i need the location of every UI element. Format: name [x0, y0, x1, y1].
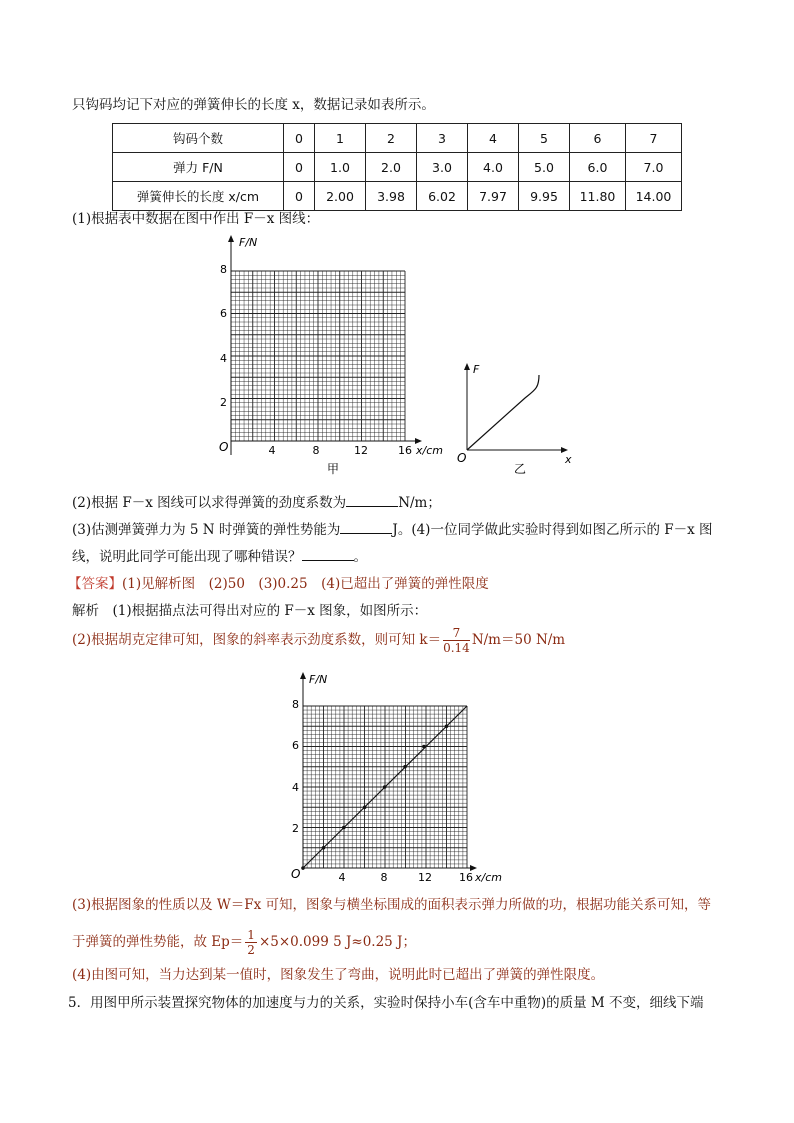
x-tick-label: 8 — [312, 444, 320, 457]
x-tick-label: 12 — [354, 444, 368, 457]
data-point — [363, 805, 367, 809]
y-tick-label: 6 — [292, 739, 299, 752]
answer-blank — [302, 548, 354, 561]
question-1: (1)根据表中数据在图中作出 F－x 图线： — [72, 211, 320, 227]
data-table — [112, 123, 682, 211]
x-tick-label: 4 — [268, 444, 276, 457]
data-point — [301, 866, 305, 870]
answer-blank — [346, 494, 398, 507]
question-3: (3)估测弹簧弹力为 5 N 时弹簧的弹性势能为 J。(4)一位同学做此实验时得到如图乙所示的 F－x 图 — [72, 522, 713, 538]
data-point — [383, 785, 387, 789]
y-axis-arrow-icon — [464, 363, 470, 370]
question-5: 5．用图甲所示装置探究物体的加速度与力的关系，实验时保持小车(含车中重物)的质量 M 不变，细线下端 — [68, 995, 704, 1011]
table-row: 弹簧伸长的长度 x/cm 0 2.00 3.98 6.02 7.97 9.95 11.80 14.00 — [113, 182, 682, 211]
y-tick-label: 2 — [292, 822, 299, 835]
origin-label: O — [219, 440, 229, 454]
graph-caption: 甲 — [326, 462, 340, 476]
question-4: 线，说明此同学可能出现了哪种错误？ 。 — [72, 549, 367, 565]
y-tick-label: 2 — [220, 396, 227, 409]
data-point — [445, 724, 449, 728]
y-tick-label: 6 — [220, 307, 227, 320]
fraction: $\frac{7}{0.14}$ — [443, 626, 470, 655]
analysis-3-line2: 于弹簧的弹性势能，故 Ep＝ $\frac{1}{2}$ ×5×0.099 5 J≈0.25 J； — [72, 928, 416, 957]
intro-text: 只钩码均记下对应的弹簧伸长的长度 x，数据记录如表所示。 — [72, 97, 435, 113]
y-tick-label: 4 — [292, 781, 299, 794]
table-row: 钩码个数 0 1 2 3 4 5 6 7 — [113, 124, 682, 153]
data-point — [422, 745, 426, 749]
x-axis-label: x — [565, 453, 572, 466]
x-tick-label: 12 — [418, 871, 432, 884]
fraction: $\frac{1}{2}$ — [247, 928, 255, 957]
analysis-3-line1: (3)根据图象的性质以及 W＝Fx 可知，图象与横坐标围成的面积表示弹力所做的功，根据功能关系可知，等 — [72, 897, 712, 913]
plot-marks — [301, 706, 467, 870]
x-tick-label: 8 — [380, 871, 388, 884]
y-tick-label: 4 — [220, 352, 227, 365]
x-tick-label: 4 — [338, 871, 346, 884]
y-axis-label: F — [473, 363, 480, 376]
y-tick-label: 8 — [292, 698, 299, 711]
y-axis-arrow-icon — [300, 672, 306, 679]
x-tick-label: 16 — [398, 444, 412, 457]
origin-label: O — [457, 451, 467, 465]
y-axis-arrow-icon — [228, 235, 234, 242]
graph-yi — [455, 360, 580, 480]
y-axis-label: F/N — [309, 673, 328, 686]
graph-jia — [215, 235, 455, 480]
x-axis-label: x/cm — [416, 444, 443, 457]
analysis-2: (2)根据胡克定律可知，图象的斜率表示劲度系数，则可知 k＝ $\frac{7}{0.14}$ N/m＝50 N/m — [72, 626, 566, 655]
table-row: 弹力 F/N 0 1.0 2.0 3.0 4.0 5.0 6.0 7.0 — [113, 153, 682, 182]
graph-caption: 乙 — [513, 462, 527, 476]
curve — [467, 375, 539, 450]
analysis-1: 解析 (1)根据描点法可得出对应的 F－x 图象，如图所示： — [72, 603, 428, 619]
graph-answer — [287, 672, 502, 887]
data-point — [342, 826, 346, 830]
question-2: (2)根据 F－x 图线可以求得弹簧的劲度系数为 N/m； — [72, 495, 441, 511]
origin-label: O — [291, 867, 301, 881]
answer-blank — [340, 521, 392, 534]
analysis-4: (4)由图可知，当力达到某一值时，图象发生了弯曲，说明此时已超出了弹簧的弹性限度。 — [72, 967, 605, 983]
y-axis-label: F/N — [239, 236, 258, 249]
data-point — [403, 765, 407, 769]
answer-line: 【答案】(1)见解析图 (2)50 (3)0.25 (4)已超出了弹簧的弹性限度 — [68, 576, 489, 592]
x-tick-label: 16 — [459, 871, 473, 884]
grid — [231, 271, 405, 441]
data-point — [322, 846, 326, 850]
x-axis-label: x/cm — [475, 871, 502, 884]
y-tick-label: 8 — [220, 263, 227, 276]
